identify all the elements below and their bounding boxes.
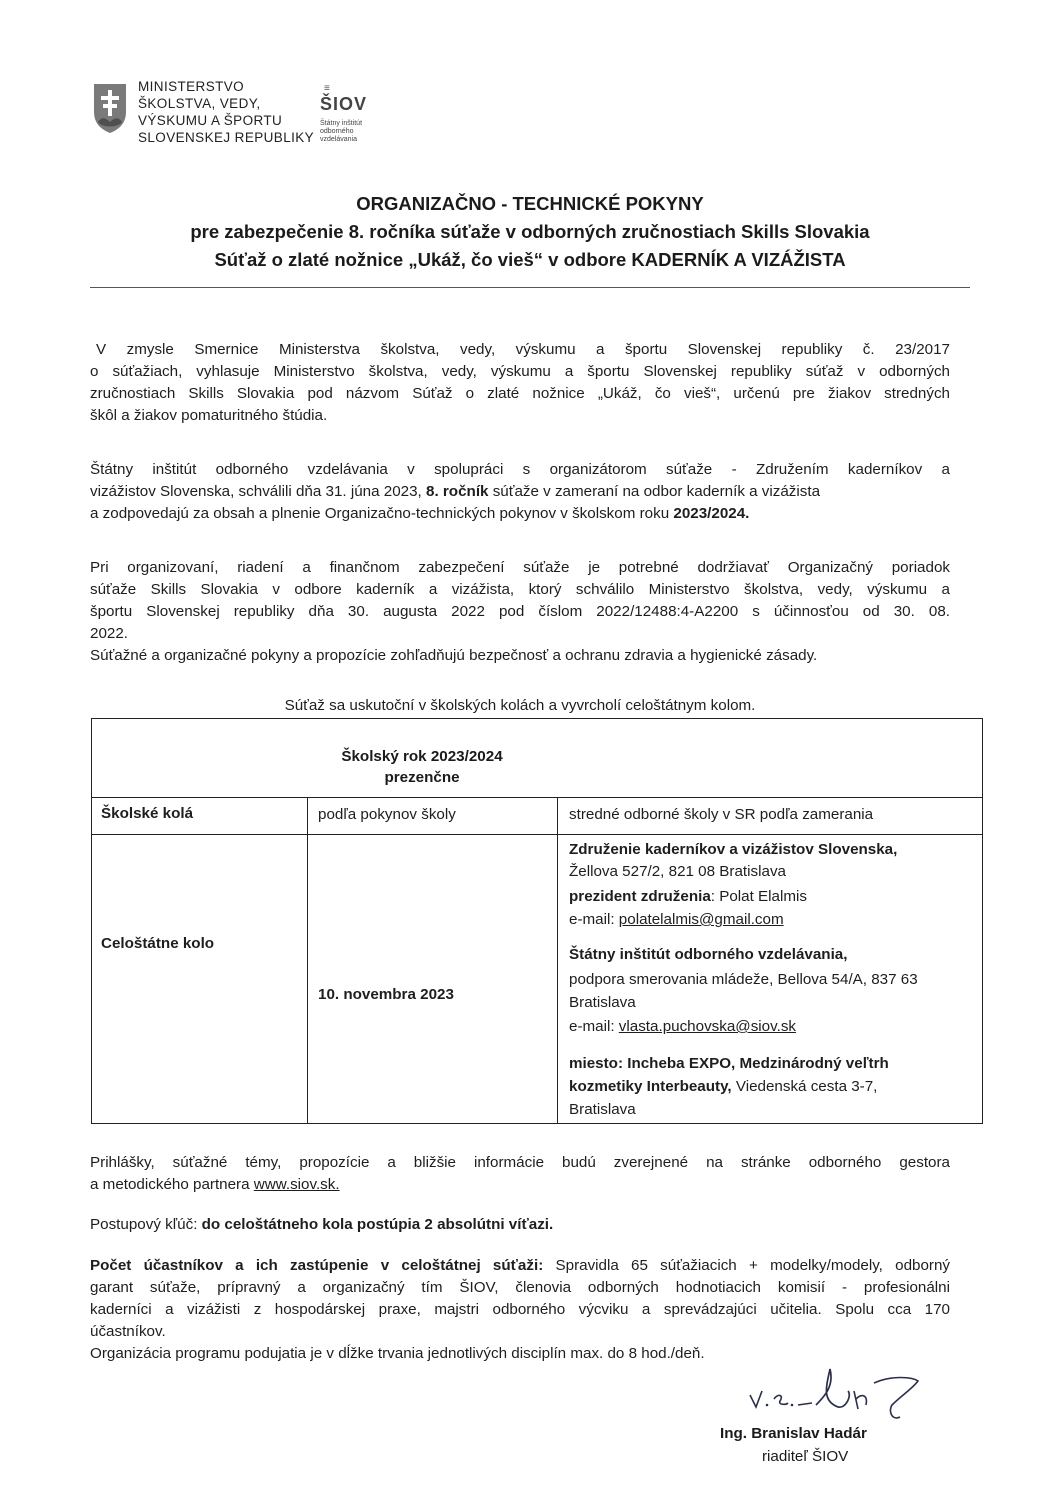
slovak-coat-of-arms-icon [92, 82, 128, 134]
ministry-line: VÝSKUMU A ŠPORTU [138, 113, 283, 128]
association-email-link[interactable]: polatelalmis@gmail.com [618, 911, 784, 928]
competition-mode: prezenčne [384, 769, 460, 786]
association-email: e-mail: polatelalmis@gmail.com [569, 911, 784, 928]
siov-address-line-2: Bratislava [569, 994, 636, 1011]
rounds-table [91, 718, 983, 1124]
intro-paragraph: V zmysle Smernice Ministerstva školstva, vedy, výskumu a športu Slovenskej republiky č. 23/2017 o súťažiach, vyhlasuje Ministerstvo školstva, vedy, výskumu a športu Slovenskej republiky súťaž v odborných zručnostiach Skills Slovakia pod názvom Súťaž o zlaté nožnice „Ukáž, čo vieš“, určenú pre žiakov stredných škôl a žiakov pomaturitného štúdia. [90, 341, 950, 424]
document-title [90, 190, 970, 274]
rounds-caption: Súťaž sa uskutoční v školských kolách a vyvrcholí celoštátnym kolom. [284, 697, 756, 714]
title-line-2: pre zabezpečenie 8. ročníka súťaže v odborných zručnostiach Skills Slovakia [190, 221, 870, 242]
national-round-name: Celoštátne kolo [101, 935, 215, 952]
advance-key-paragraph: Postupový kľúč: do celoštátneho kola postúpia 2 absolútni víťazi. [90, 1216, 554, 1233]
row-divider [92, 834, 982, 835]
association-president: prezident združenia: Polat Elalmis [569, 888, 808, 905]
title-divider [90, 287, 970, 288]
association-name: Združenie kaderníkov a vizážistov Slovenska, [569, 841, 898, 858]
regulations-paragraph: Pri organizovaní, riadení a finančnom zabezpečení súťaže je potrebné dodržiavať Organizačný poriadok súťaže Skills Slovakia v odbore kaderník a vizážista, ktorý schválilo Ministerstvo školstva, vedy, výskumu a športu Slovenskej republiky dňa 30. augusta 2022 pod číslom 2022/12488:4-A2200 s účinnosťou od 30. 08. 2022. Súťažné a organizačné pokyny a propozície zohľadňujú bezpečnosť a ochranu zdravia a hygienické zásady. [90, 559, 950, 664]
signer-role: riaditeľ ŠIOV [762, 1448, 849, 1465]
column-divider [557, 798, 558, 1123]
siov-logo [320, 84, 376, 144]
school-round-name: Školské kolá [101, 805, 194, 822]
siov-address-line-1: podpora smerovania mládeže, Bellova 54/A, 837 63 [569, 971, 918, 988]
graduation-cap-icon: ≡ [324, 83, 330, 94]
siov-email-link[interactable]: vlasta.puchovska@siov.sk [618, 1018, 797, 1035]
siov-institution-name: Štátny inštitút odborného vzdelávania, [569, 946, 848, 963]
siov-website-link[interactable]: www.siov.sk. [253, 1176, 340, 1193]
document-header [92, 78, 392, 168]
venue-line-2: kozmetiky Interbeauty, Viedenská cesta 3-7, [569, 1078, 878, 1095]
ministry-line: SLOVENSKEJ REPUBLIKY [138, 130, 315, 145]
participants-paragraph: Počet účastníkov a ich zastúpenie v celoštátnej súťaži: Spravidla 65 súťažiacich + modelky/modely, odborný garant súťaže, prípravný a organizačný tím ŠIOV, členovia odborných hodnotiacich komisií - profesionálni kaderníci a vizážisti z hospodárskej praxe, majstri odborného výcviku a sprevádzajúci učitelia. Spolu cca 170 účastníkov. Organizácia programu podujatia je v dĺžke trvania jednotlivých disciplín max. do 8 hod./deň. [90, 1257, 951, 1362]
school-round-venue: stredné odborné školy v SR podľa zamerania [569, 806, 874, 823]
venue-line-3: Bratislava [569, 1101, 636, 1118]
title-line-1: ORGANIZAČNO - TECHNICKÉ POKYNY [356, 193, 704, 214]
national-round-date: 10. novembra 2023 [318, 986, 454, 1003]
signer-name: Ing. Branislav Hadár [720, 1425, 867, 1442]
siov-email: e-mail: vlasta.puchovska@siov.sk [569, 1018, 797, 1035]
table-header [92, 719, 982, 798]
handwritten-signature [742, 1365, 932, 1425]
column-divider [307, 798, 308, 1123]
venue-line-1: miesto: Incheba EXPO, Medzinárodný veľtrh [569, 1055, 889, 1072]
applications-paragraph: Prihlášky, súťažné témy, propozície a bližšie informácie budú zverejnené na stránke odborného gestora a metodického partnera www.siov.sk. [90, 1154, 950, 1193]
siov-logo-subtitle: Štátny inštitút odborného vzdelávania [320, 120, 363, 143]
school-round-date: podľa pokynov školy [318, 806, 456, 823]
ministry-line: MINISTERSTVO [138, 79, 245, 94]
ministry-line: ŠKOLSTVA, VEDY, [138, 96, 261, 111]
school-year: Školský rok 2023/2024 [341, 748, 503, 765]
organizer-paragraph: Štátny inštitút odborného vzdelávania v spolupráci s organizátorom súťaže - Združením kaderníkov a vizážistov Slovenska, schválili dňa 31. júna 2023, 8. ročník súťaže v zameraní na odbor kaderník a vizážista a zodpovedajú za obsah a plnenie Organizačno-technických pokynov v školskom roku 2023/2024. [90, 461, 950, 522]
title-line-3: Súťaž o zlaté nožnice „Ukáž, čo vieš“ v odbore KADERNÍK A VIZÁŽISTA [214, 249, 846, 270]
association-address: Žellova 527/2, 821 08 Bratislava [569, 863, 786, 880]
ministry-name [138, 78, 314, 146]
siov-logo-name: ŠIOV [320, 94, 368, 114]
